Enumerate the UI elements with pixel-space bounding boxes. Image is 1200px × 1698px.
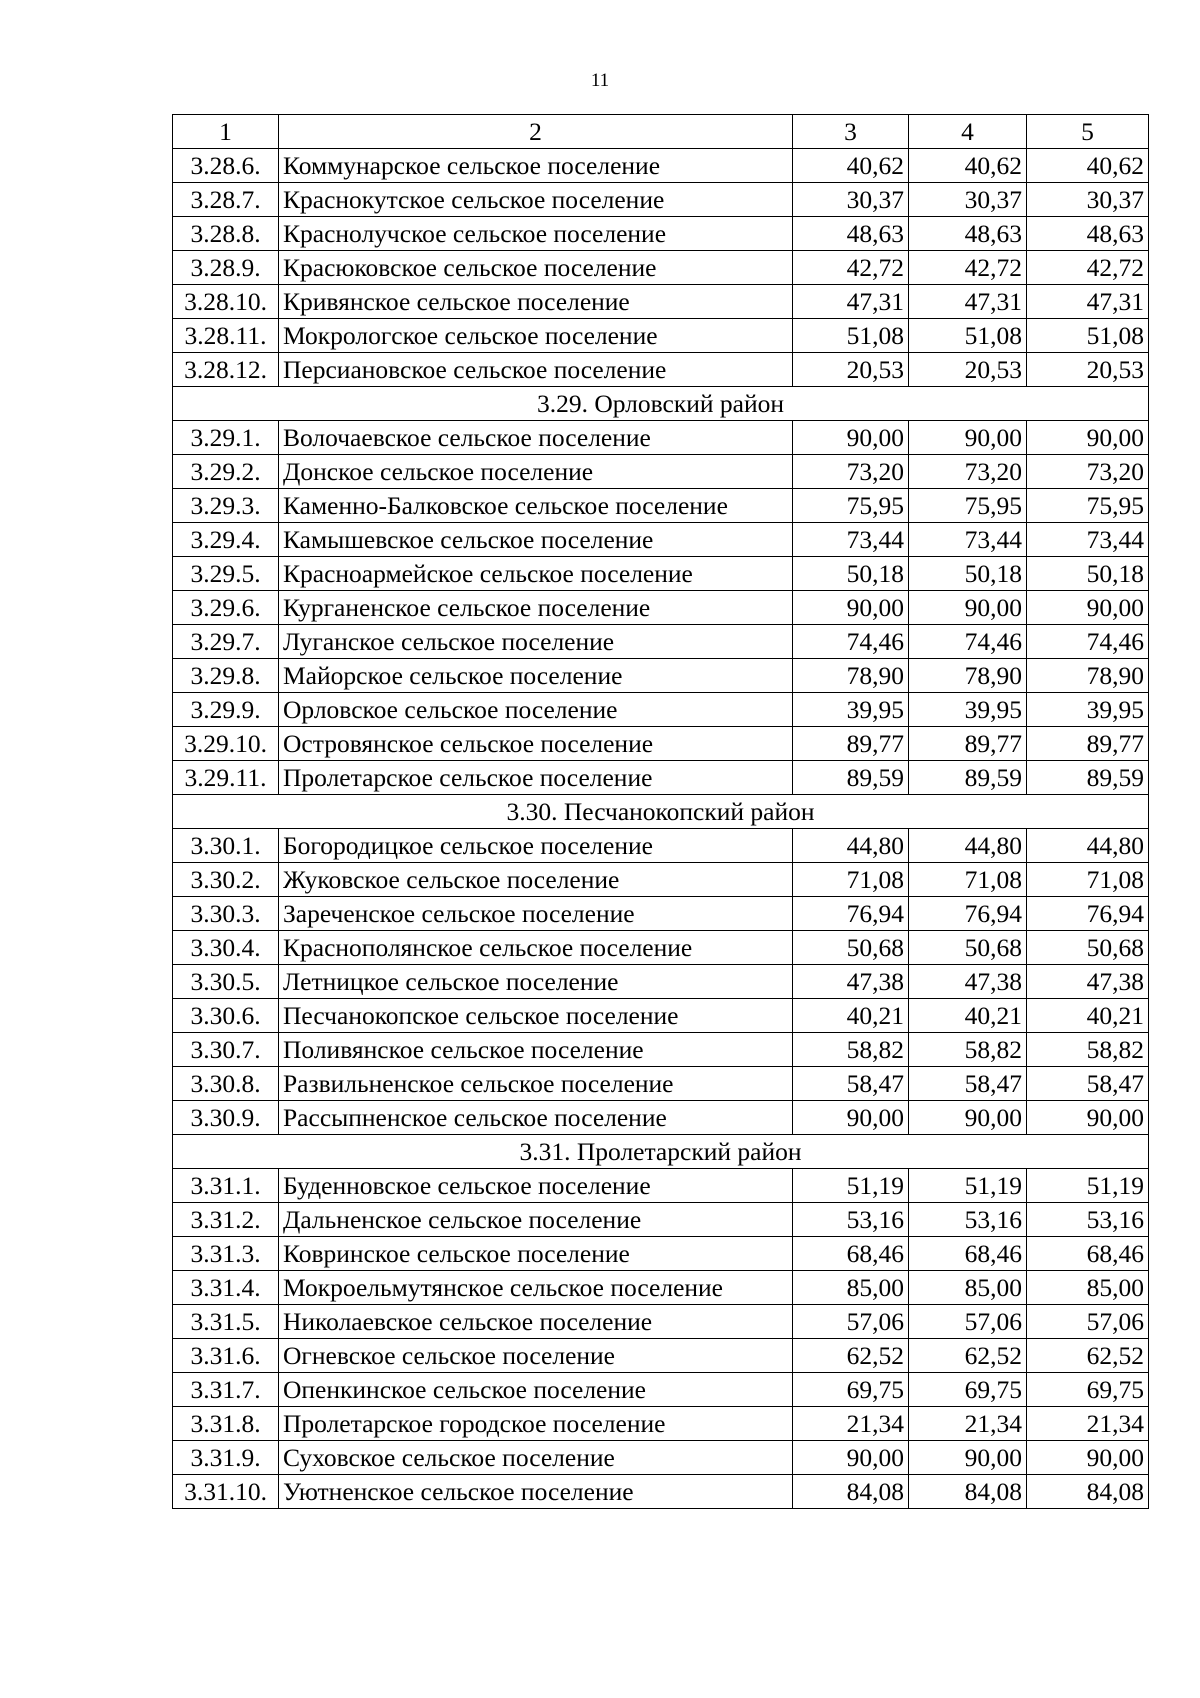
value-col-3: 40,62 xyxy=(793,149,909,183)
value-col-5: 42,72 xyxy=(1027,251,1149,285)
value-col-4: 51,19 xyxy=(909,1169,1027,1203)
table-row xyxy=(173,1373,1149,1407)
table-row xyxy=(173,1237,1149,1271)
table-row xyxy=(173,693,1149,727)
value-col-3: 73,20 xyxy=(793,455,909,489)
settlement-name: Луганское сельское поселение xyxy=(279,625,793,659)
value-col-3: 42,72 xyxy=(793,251,909,285)
row-number: 3.31.8. xyxy=(173,1407,279,1441)
value-col-5: 40,62 xyxy=(1027,149,1149,183)
table-row xyxy=(173,183,1149,217)
table-row xyxy=(173,761,1149,795)
settlement-name: Николаевское сельское поселение xyxy=(279,1305,793,1339)
value-col-5: 84,08 xyxy=(1027,1475,1149,1509)
value-col-3: 58,47 xyxy=(793,1067,909,1101)
value-col-4: 21,34 xyxy=(909,1407,1027,1441)
page-number: 11 xyxy=(590,70,610,91)
row-number: 3.31.10. xyxy=(173,1475,279,1509)
value-col-4: 76,94 xyxy=(909,897,1027,931)
column-header: 5 xyxy=(1027,115,1149,149)
value-col-5: 85,00 xyxy=(1027,1271,1149,1305)
value-col-5: 39,95 xyxy=(1027,693,1149,727)
value-col-3: 85,00 xyxy=(793,1271,909,1305)
row-number: 3.31.2. xyxy=(173,1203,279,1237)
value-col-4: 74,46 xyxy=(909,625,1027,659)
table-row xyxy=(173,1407,1149,1441)
value-col-3: 57,06 xyxy=(793,1305,909,1339)
value-col-3: 69,75 xyxy=(793,1373,909,1407)
table-row xyxy=(173,557,1149,591)
value-col-5: 57,06 xyxy=(1027,1305,1149,1339)
column-header: 2 xyxy=(279,115,793,149)
row-number: 3.31.6. xyxy=(173,1339,279,1373)
settlement-name: Развильненское сельское поселение xyxy=(279,1067,793,1101)
row-number: 3.31.3. xyxy=(173,1237,279,1271)
table-row xyxy=(173,1339,1149,1373)
table-row xyxy=(173,727,1149,761)
row-number: 3.31.4. xyxy=(173,1271,279,1305)
settlement-name: Ковринское сельское поселение xyxy=(279,1237,793,1271)
value-col-3: 51,19 xyxy=(793,1169,909,1203)
value-col-5: 76,94 xyxy=(1027,897,1149,931)
row-number: 3.29.7. xyxy=(173,625,279,659)
settlement-name: Майорское сельское поселение xyxy=(279,659,793,693)
value-col-4: 47,31 xyxy=(909,285,1027,319)
value-col-3: 74,46 xyxy=(793,625,909,659)
settlement-name: Камышевское сельское поселение xyxy=(279,523,793,557)
row-number: 3.30.4. xyxy=(173,931,279,965)
table-row xyxy=(173,1441,1149,1475)
value-col-5: 69,75 xyxy=(1027,1373,1149,1407)
settlement-name: Островянское сельское поселение xyxy=(279,727,793,761)
table-row xyxy=(173,251,1149,285)
row-number: 3.28.11. xyxy=(173,319,279,353)
row-number: 3.30.7. xyxy=(173,1033,279,1067)
row-number: 3.29.11. xyxy=(173,761,279,795)
value-col-5: 30,37 xyxy=(1027,183,1149,217)
value-col-3: 75,95 xyxy=(793,489,909,523)
value-col-4: 39,95 xyxy=(909,693,1027,727)
value-col-5: 62,52 xyxy=(1027,1339,1149,1373)
settlement-name: Волочаевское сельское поселение xyxy=(279,421,793,455)
value-col-4: 90,00 xyxy=(909,421,1027,455)
value-col-5: 58,47 xyxy=(1027,1067,1149,1101)
value-col-3: 39,95 xyxy=(793,693,909,727)
table-row xyxy=(173,1203,1149,1237)
row-number: 3.29.8. xyxy=(173,659,279,693)
settlement-name: Красюковское сельское поселение xyxy=(279,251,793,285)
row-number: 3.30.5. xyxy=(173,965,279,999)
table-row xyxy=(173,421,1149,455)
value-col-5: 50,68 xyxy=(1027,931,1149,965)
table-row xyxy=(173,455,1149,489)
row-number: 3.31.1. xyxy=(173,1169,279,1203)
settlement-name: Песчанокопское сельское поселение xyxy=(279,999,793,1033)
value-col-5: 51,08 xyxy=(1027,319,1149,353)
value-col-3: 90,00 xyxy=(793,1101,909,1135)
value-col-4: 58,82 xyxy=(909,1033,1027,1067)
row-number: 3.30.9. xyxy=(173,1101,279,1135)
section-title: 3.29. Орловский район xyxy=(173,387,1149,421)
value-col-3: 48,63 xyxy=(793,217,909,251)
value-col-3: 76,94 xyxy=(793,897,909,931)
value-col-5: 48,63 xyxy=(1027,217,1149,251)
table-row xyxy=(173,1169,1149,1203)
value-col-5: 50,18 xyxy=(1027,557,1149,591)
value-col-5: 90,00 xyxy=(1027,1101,1149,1135)
value-col-5: 21,34 xyxy=(1027,1407,1149,1441)
settlement-name: Донское сельское поселение xyxy=(279,455,793,489)
row-number: 3.29.9. xyxy=(173,693,279,727)
table-row xyxy=(173,591,1149,625)
section-row xyxy=(173,1135,1149,1169)
table-row xyxy=(173,523,1149,557)
settlement-name: Дальненское сельское поселение xyxy=(279,1203,793,1237)
value-col-5: 40,21 xyxy=(1027,999,1149,1033)
value-col-4: 48,63 xyxy=(909,217,1027,251)
table-row xyxy=(173,931,1149,965)
section-title: 3.31. Пролетарский район xyxy=(173,1135,1149,1169)
value-col-4: 44,80 xyxy=(909,829,1027,863)
row-number: 3.28.10. xyxy=(173,285,279,319)
value-col-5: 58,82 xyxy=(1027,1033,1149,1067)
row-number: 3.29.1. xyxy=(173,421,279,455)
settlement-name: Богородицкое сельское поселение xyxy=(279,829,793,863)
table-row xyxy=(173,285,1149,319)
section-title: 3.30. Песчанокопский район xyxy=(173,795,1149,829)
table-row xyxy=(173,659,1149,693)
value-col-3: 47,31 xyxy=(793,285,909,319)
value-col-5: 78,90 xyxy=(1027,659,1149,693)
value-col-4: 73,44 xyxy=(909,523,1027,557)
row-number: 3.29.6. xyxy=(173,591,279,625)
row-number: 3.29.3. xyxy=(173,489,279,523)
value-col-3: 68,46 xyxy=(793,1237,909,1271)
value-col-3: 44,80 xyxy=(793,829,909,863)
column-header: 4 xyxy=(909,115,1027,149)
value-col-4: 50,68 xyxy=(909,931,1027,965)
settlement-name: Мокроельмутянское сельское поселение xyxy=(279,1271,793,1305)
value-col-3: 71,08 xyxy=(793,863,909,897)
value-col-5: 68,46 xyxy=(1027,1237,1149,1271)
settlement-name: Персиановское сельское поселение xyxy=(279,353,793,387)
value-col-5: 89,77 xyxy=(1027,727,1149,761)
settlement-name: Уютненское сельское поселение xyxy=(279,1475,793,1509)
row-number: 3.31.7. xyxy=(173,1373,279,1407)
table-row xyxy=(173,1067,1149,1101)
row-number: 3.31.5. xyxy=(173,1305,279,1339)
settlement-name: Рассыпненское сельское поселение xyxy=(279,1101,793,1135)
value-col-3: 62,52 xyxy=(793,1339,909,1373)
table-row xyxy=(173,319,1149,353)
value-col-5: 71,08 xyxy=(1027,863,1149,897)
value-col-4: 58,47 xyxy=(909,1067,1027,1101)
row-number: 3.30.3. xyxy=(173,897,279,931)
table-header-row xyxy=(173,115,1149,149)
row-number: 3.28.8. xyxy=(173,217,279,251)
settlement-name: Мокрологское сельское поселение xyxy=(279,319,793,353)
value-col-3: 90,00 xyxy=(793,421,909,455)
row-number: 3.30.2. xyxy=(173,863,279,897)
row-number: 3.30.1. xyxy=(173,829,279,863)
value-col-4: 20,53 xyxy=(909,353,1027,387)
value-col-3: 20,53 xyxy=(793,353,909,387)
table-row xyxy=(173,1305,1149,1339)
value-col-3: 30,37 xyxy=(793,183,909,217)
value-col-3: 21,34 xyxy=(793,1407,909,1441)
table-row xyxy=(173,217,1149,251)
value-col-5: 89,59 xyxy=(1027,761,1149,795)
table-row xyxy=(173,149,1149,183)
value-col-4: 62,52 xyxy=(909,1339,1027,1373)
settlement-name: Красноармейское сельское поселение xyxy=(279,557,793,591)
value-col-3: 58,82 xyxy=(793,1033,909,1067)
table-row xyxy=(173,863,1149,897)
table-row xyxy=(173,1475,1149,1509)
value-col-4: 89,77 xyxy=(909,727,1027,761)
value-col-4: 73,20 xyxy=(909,455,1027,489)
value-col-3: 53,16 xyxy=(793,1203,909,1237)
settlement-name: Буденновское сельское поселение xyxy=(279,1169,793,1203)
value-col-4: 57,06 xyxy=(909,1305,1027,1339)
value-col-4: 75,95 xyxy=(909,489,1027,523)
settlement-name: Опенкинское сельское поселение xyxy=(279,1373,793,1407)
row-number: 3.30.6. xyxy=(173,999,279,1033)
table-row xyxy=(173,897,1149,931)
settlement-name: Краснополянское сельское поселение xyxy=(279,931,793,965)
value-col-4: 51,08 xyxy=(909,319,1027,353)
value-col-3: 51,08 xyxy=(793,319,909,353)
table-row xyxy=(173,625,1149,659)
value-col-4: 53,16 xyxy=(909,1203,1027,1237)
settlement-name: Краснолучское сельское поселение xyxy=(279,217,793,251)
value-col-3: 89,77 xyxy=(793,727,909,761)
value-col-5: 47,38 xyxy=(1027,965,1149,999)
table-row xyxy=(173,353,1149,387)
row-number: 3.31.9. xyxy=(173,1441,279,1475)
settlement-name: Каменно-Балковское сельское поселение xyxy=(279,489,793,523)
value-col-4: 90,00 xyxy=(909,1101,1027,1135)
value-col-3: 78,90 xyxy=(793,659,909,693)
table-row xyxy=(173,489,1149,523)
table-row xyxy=(173,965,1149,999)
section-row xyxy=(173,387,1149,421)
column-header: 1 xyxy=(173,115,279,149)
value-col-4: 85,00 xyxy=(909,1271,1027,1305)
column-header: 3 xyxy=(793,115,909,149)
table-row xyxy=(173,999,1149,1033)
row-number: 3.29.2. xyxy=(173,455,279,489)
value-col-3: 84,08 xyxy=(793,1475,909,1509)
section-row xyxy=(173,795,1149,829)
value-col-5: 75,95 xyxy=(1027,489,1149,523)
value-col-5: 53,16 xyxy=(1027,1203,1149,1237)
value-col-5: 20,53 xyxy=(1027,353,1149,387)
value-col-4: 50,18 xyxy=(909,557,1027,591)
row-number: 3.28.7. xyxy=(173,183,279,217)
value-col-4: 30,37 xyxy=(909,183,1027,217)
value-col-4: 71,08 xyxy=(909,863,1027,897)
settlement-name: Суховское сельское поселение xyxy=(279,1441,793,1475)
settlement-name: Жуковское сельское поселение xyxy=(279,863,793,897)
row-number: 3.29.5. xyxy=(173,557,279,591)
value-col-4: 40,21 xyxy=(909,999,1027,1033)
settlement-name: Поливянское сельское поселение xyxy=(279,1033,793,1067)
table-body xyxy=(173,115,1149,1509)
value-col-4: 90,00 xyxy=(909,1441,1027,1475)
settlement-name: Огневское сельское поселение xyxy=(279,1339,793,1373)
value-col-5: 90,00 xyxy=(1027,421,1149,455)
value-col-4: 68,46 xyxy=(909,1237,1027,1271)
value-col-4: 90,00 xyxy=(909,591,1027,625)
value-col-3: 50,18 xyxy=(793,557,909,591)
value-col-5: 90,00 xyxy=(1027,1441,1149,1475)
data-table xyxy=(172,114,1149,1509)
row-number: 3.29.4. xyxy=(173,523,279,557)
value-col-4: 78,90 xyxy=(909,659,1027,693)
table-row xyxy=(173,1101,1149,1135)
settlement-name: Курганенское сельское поселение xyxy=(279,591,793,625)
row-number: 3.28.9. xyxy=(173,251,279,285)
settlement-name: Зареченское сельское поселение xyxy=(279,897,793,931)
table-row xyxy=(173,829,1149,863)
settlement-name: Кривянское сельское поселение xyxy=(279,285,793,319)
settlement-name: Орловское сельское поселение xyxy=(279,693,793,727)
value-col-3: 89,59 xyxy=(793,761,909,795)
value-col-5: 74,46 xyxy=(1027,625,1149,659)
value-col-3: 50,68 xyxy=(793,931,909,965)
settlement-name: Пролетарское сельское поселение xyxy=(279,761,793,795)
value-col-4: 42,72 xyxy=(909,251,1027,285)
value-col-3: 47,38 xyxy=(793,965,909,999)
value-col-5: 73,44 xyxy=(1027,523,1149,557)
value-col-3: 90,00 xyxy=(793,591,909,625)
value-col-3: 73,44 xyxy=(793,523,909,557)
value-col-4: 69,75 xyxy=(909,1373,1027,1407)
value-col-3: 90,00 xyxy=(793,1441,909,1475)
value-col-5: 47,31 xyxy=(1027,285,1149,319)
value-col-5: 51,19 xyxy=(1027,1169,1149,1203)
settlement-name: Пролетарское городское поселение xyxy=(279,1407,793,1441)
value-col-5: 44,80 xyxy=(1027,829,1149,863)
row-number: 3.30.8. xyxy=(173,1067,279,1101)
value-col-4: 84,08 xyxy=(909,1475,1027,1509)
table-row xyxy=(173,1033,1149,1067)
value-col-4: 40,62 xyxy=(909,149,1027,183)
settlement-name: Летницкое сельское поселение xyxy=(279,965,793,999)
row-number: 3.28.12. xyxy=(173,353,279,387)
value-col-4: 47,38 xyxy=(909,965,1027,999)
table-row xyxy=(173,1271,1149,1305)
value-col-4: 89,59 xyxy=(909,761,1027,795)
value-col-5: 90,00 xyxy=(1027,591,1149,625)
row-number: 3.29.10. xyxy=(173,727,279,761)
row-number: 3.28.6. xyxy=(173,149,279,183)
settlement-name: Коммунарское сельское поселение xyxy=(279,149,793,183)
value-col-5: 73,20 xyxy=(1027,455,1149,489)
value-col-3: 40,21 xyxy=(793,999,909,1033)
settlement-name: Краснокутское сельское поселение xyxy=(279,183,793,217)
